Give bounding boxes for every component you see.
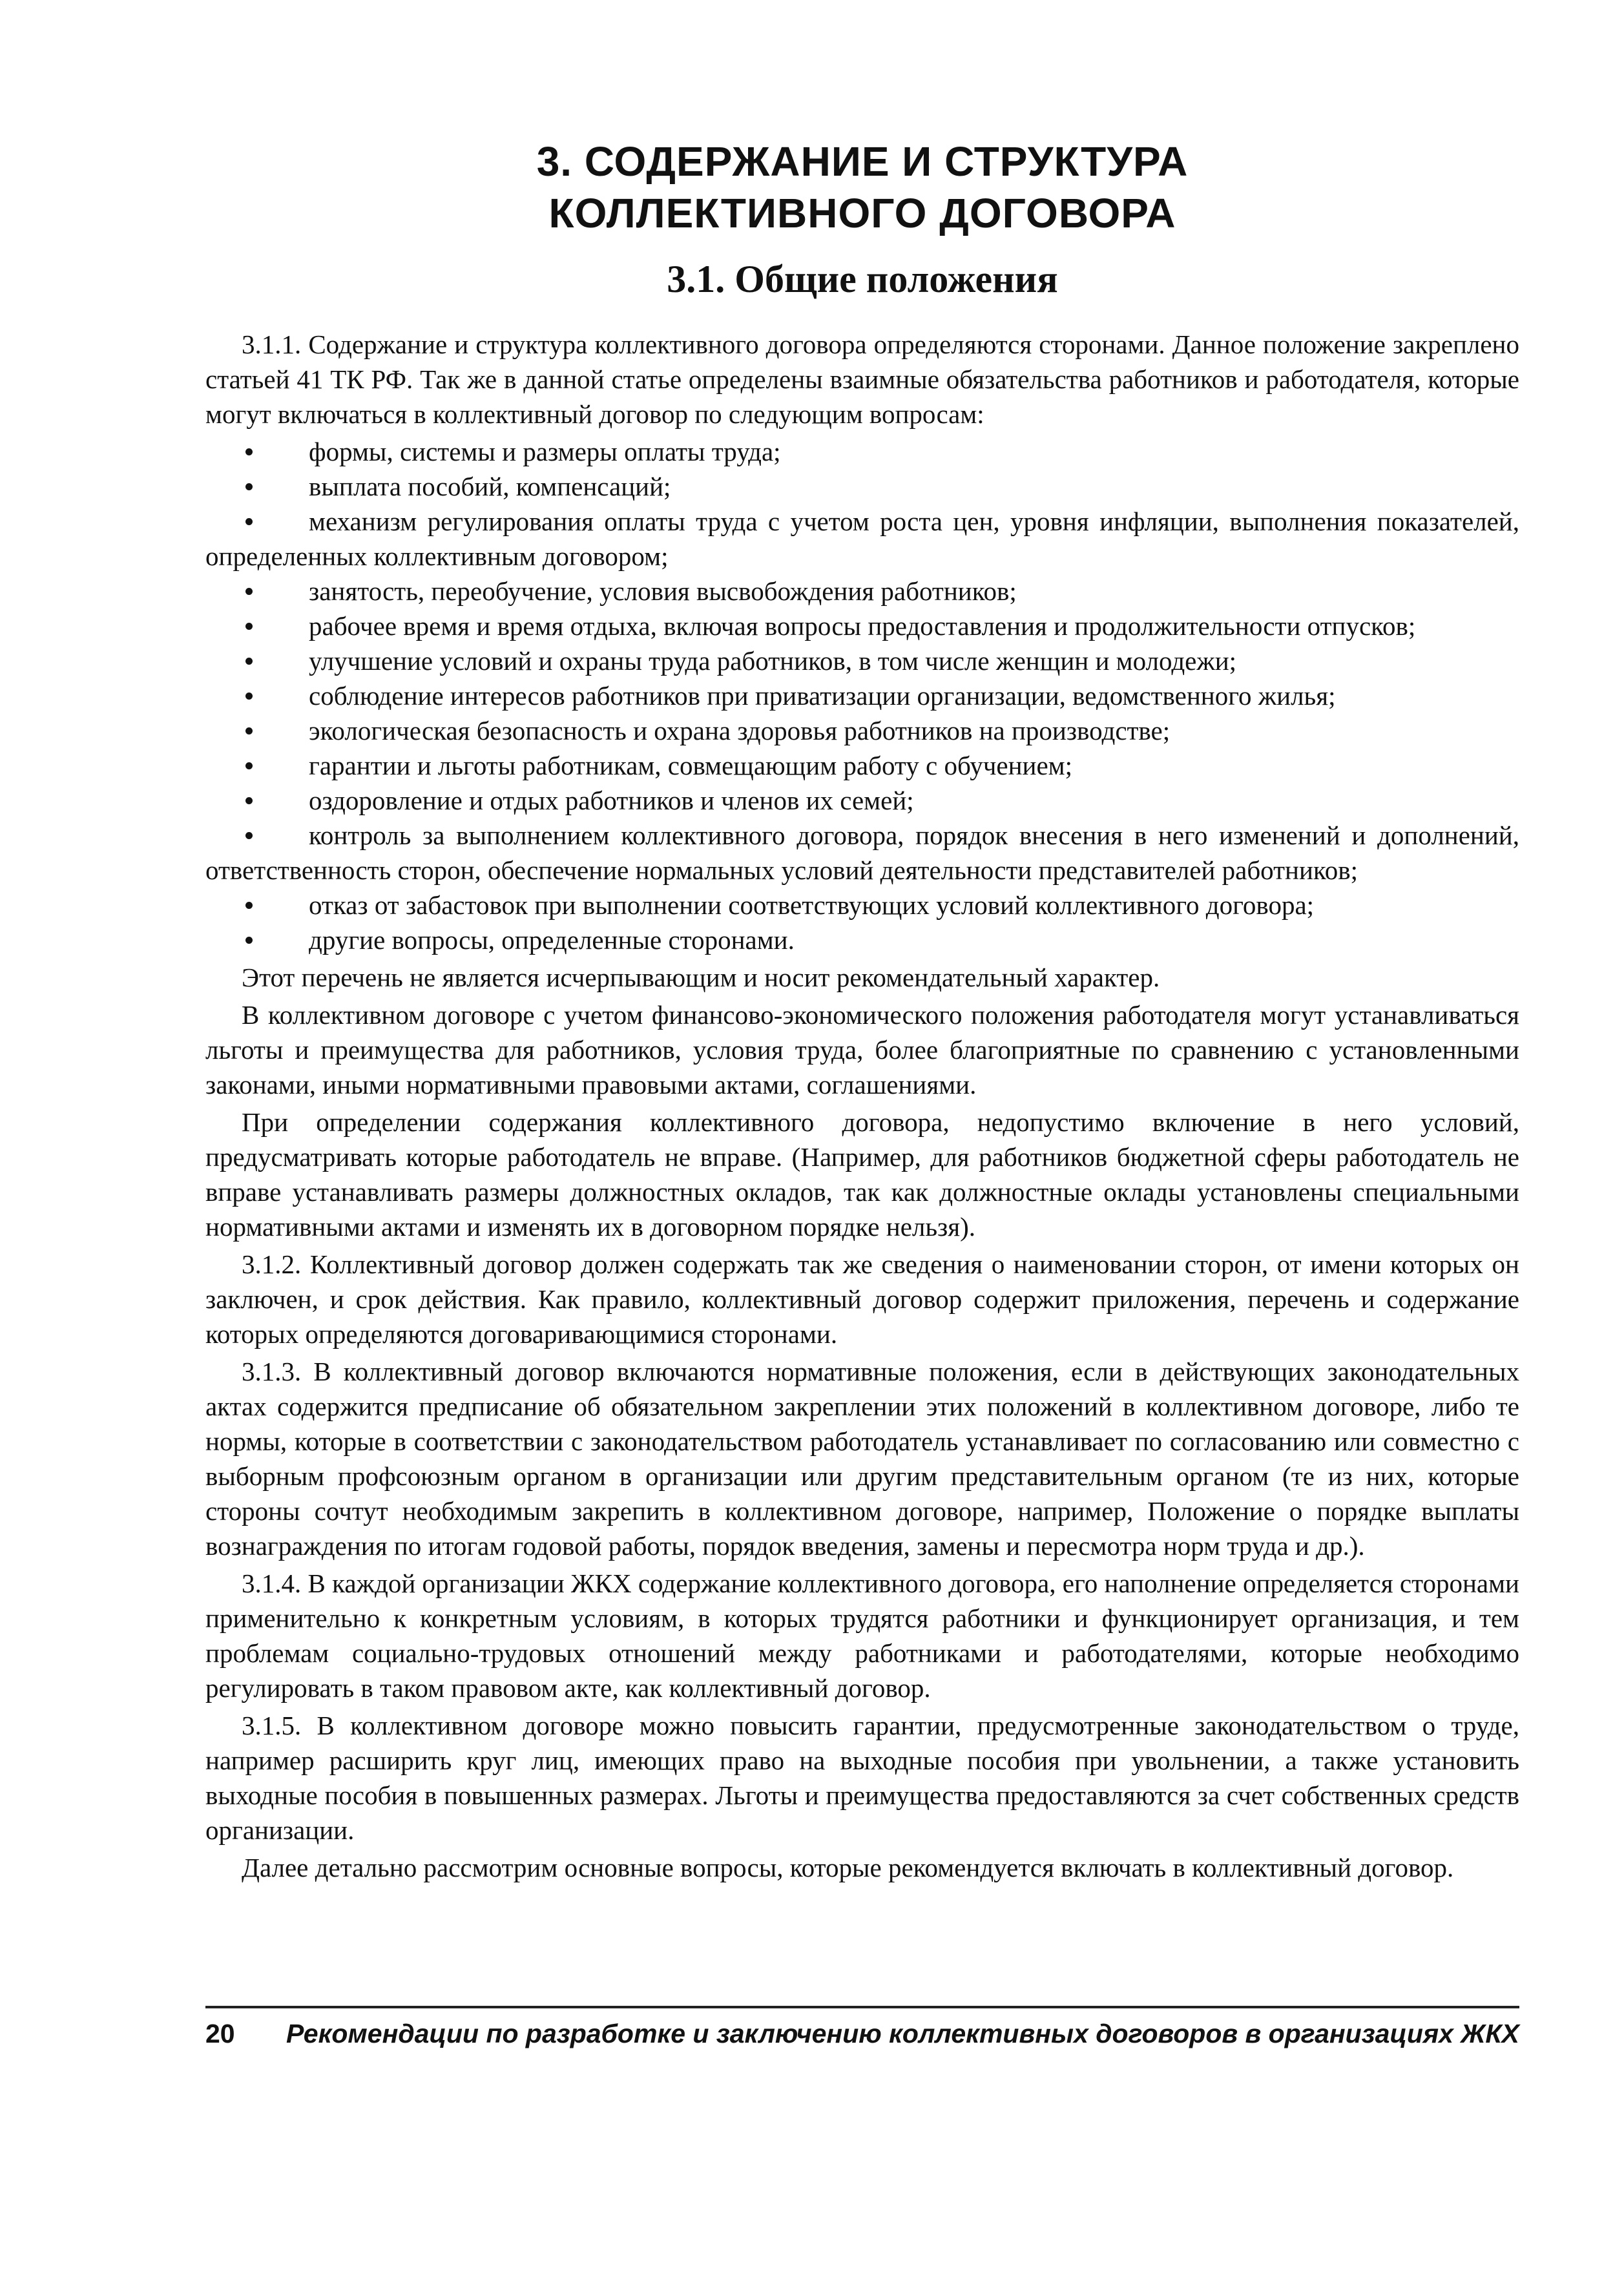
list-item-text: отказ от забастовок при выполнении соответствующих условий коллективного договора;: [309, 890, 1315, 920]
list-item-text: другие вопросы, определенные сторонами.: [309, 925, 795, 955]
bullet-icon: [245, 483, 253, 490]
list-item: [205, 888, 1519, 922]
list-item-text: улучшение условий и охраны труда работников, в том числе женщин и молодежи;: [309, 646, 1237, 676]
paragraph-3-1-3: 3.1.3. В коллективный договор включаются нормативные положения, если в действующих законодательных актах содержится предписание об обязательном закреплении этих положений в коллективном договоре, либо те нормы, которые в соответствии с законодательством работодатель устанавливает по согласованию или совместно с выборным профсоюзным органом в организации или другим представительным органом (те из них, которые стороны сочтут необходимым закрепить в коллективном договоре, например, Положение о порядке выплаты вознаграждения по итогам годовой работы, порядок введения, замены и пересмотра норм труда и др.).: [205, 1357, 1519, 1561]
list-item: [205, 922, 1519, 957]
list-item: [205, 713, 1519, 748]
bullet-icon: [245, 658, 253, 665]
paragraph-benefits: В коллективном договоре с учетом финансово-экономического положения работодателя могут устанавливаться льготы и преимущества для работников, условия труда, более благоприятные по сравнению с установленными законами, иными нормативными правовыми актами, соглашениями.: [205, 1000, 1519, 1099]
paragraph-note: Этот перечень не является исчерпывающим и носит рекомендательный характер.: [242, 963, 1160, 992]
body-text: [205, 327, 1519, 1885]
bullet-icon: [245, 902, 253, 909]
paragraph-conclusion: Далее детально рассмотрим основные вопросы, которые рекомендуется включать в коллективный договор.: [242, 1853, 1454, 1882]
list-item: [205, 643, 1519, 678]
list-item-text: соблюдение интересов работников при приватизации организации, ведомственного жилья;: [309, 681, 1336, 711]
list-item-text: контроль за выполнением коллективного договора, порядок внесения в него изменений и дополнений, ответственность сторон, обеспечение нормальных условий деятельности представителей работников;: [205, 820, 1519, 885]
running-title: Рекомендации по разработке и заключению коллективных договоров в организациях ЖКХ: [286, 2019, 1519, 2048]
list-item: [205, 818, 1519, 888]
list-item-text: гарантии и льготы работникам, совмещающим работу с обучением;: [309, 751, 1073, 780]
bullet-icon: [245, 693, 253, 700]
bullet-icon: [245, 762, 253, 769]
list-item-text: механизм регулирования оплаты труда с учетом роста цен, уровня инфляции, выполнения показателей, определенных коллективным договором;: [205, 506, 1519, 571]
list-item: [205, 574, 1519, 609]
list-item: [205, 469, 1519, 504]
bullet-icon: [245, 518, 253, 525]
list-item-text: занятость, переобучение, условия высвобождения работников;: [309, 576, 1017, 606]
list-item: [205, 434, 1519, 469]
list-item-text: рабочее время и время отдыха, включая вопросы предоставления и продолжительности отпусков;: [309, 611, 1416, 641]
bullet-icon: [245, 832, 253, 839]
page-number: 20: [205, 2019, 235, 2048]
list-item: [205, 678, 1519, 713]
list-item-text: выплата пособий, компенсаций;: [309, 472, 671, 501]
list-item: [205, 504, 1519, 574]
bullet-icon: [245, 727, 253, 734]
bullet-icon: [245, 623, 253, 630]
list-item: [205, 609, 1519, 643]
document-page: [205, 136, 1519, 2074]
list-item-text: формы, системы и размеры оплаты труда;: [309, 437, 781, 466]
bullet-list: [205, 434, 1519, 957]
chapter-title: [205, 136, 1519, 239]
bullet-icon: [245, 937, 253, 944]
list-item-text: экологическая безопасность и охрана здоровья работников на производстве;: [309, 716, 1171, 745]
chapter-title-line-2: КОЛЛЕКТИВНОГО ДОГОВОРА: [548, 190, 1176, 236]
paragraph-3-1-5: 3.1.5. В коллективном договоре можно повысить гарантии, предусмотренные законодательством о труде, например расширить круг лиц, имеющих право на выходные пособия при увольнении, а также установить выходные пособия в повышенных размерах. Льготы и преимущества предоставляются за счет собственных средств организации.: [205, 1711, 1519, 1845]
paragraph-3-1-4: 3.1.4. В каждой организации ЖКХ содержание коллективного договора, его наполнение определяется сторонами применительно к конкретным условиям, в которых трудятся работники и функционирует организация, и тем проблемам социально-трудовых отношений между работниками и работодателями, которые необходимо регулировать в таком правовом акте, как коллективный договор.: [205, 1568, 1519, 1703]
bullet-icon: [245, 588, 253, 595]
chapter-title-line-1: 3. СОДЕРЖАНИЕ И СТРУКТУРА: [536, 138, 1189, 185]
paragraph-3-1-1: 3.1.1. Содержание и структура коллективного договора определяются сторонами. Данное положение закреплено статьей 41 ТК РФ. Так же в данной статье определены взаимные обязательства работников и работодателя, которые могут включаться в коллективный договор по следующим вопросам:: [205, 329, 1519, 429]
paragraph-restrictions: При определении содержания коллективного договора, недопустимо включение в него условий, предусматривать которые работодатель не вправе. (Например, для работников бюджетной сферы работодатель не вправе устанавливать размеры должностных окладов, так как должностные оклады установлены специальными нормативными актами и изменять их в договорном порядке нельзя).: [205, 1107, 1519, 1242]
list-item: [205, 748, 1519, 783]
bullet-icon: [245, 448, 253, 455]
bullet-icon: [245, 797, 253, 804]
section-title: 3.1. Общие положения: [667, 258, 1058, 300]
page-footer: [205, 2006, 1519, 2051]
paragraph-3-1-2: 3.1.2. Коллективный договор должен содержать так же сведения о наименовании сторон, от имени которых он заключен, и срок действия. Как правило, коллективный договор содержит приложения, перечень и содержание которых определяются договаривающимися сторонами.: [205, 1249, 1519, 1349]
list-item-text: оздоровление и отдых работников и членов их семей;: [309, 786, 914, 815]
list-item: [205, 783, 1519, 818]
